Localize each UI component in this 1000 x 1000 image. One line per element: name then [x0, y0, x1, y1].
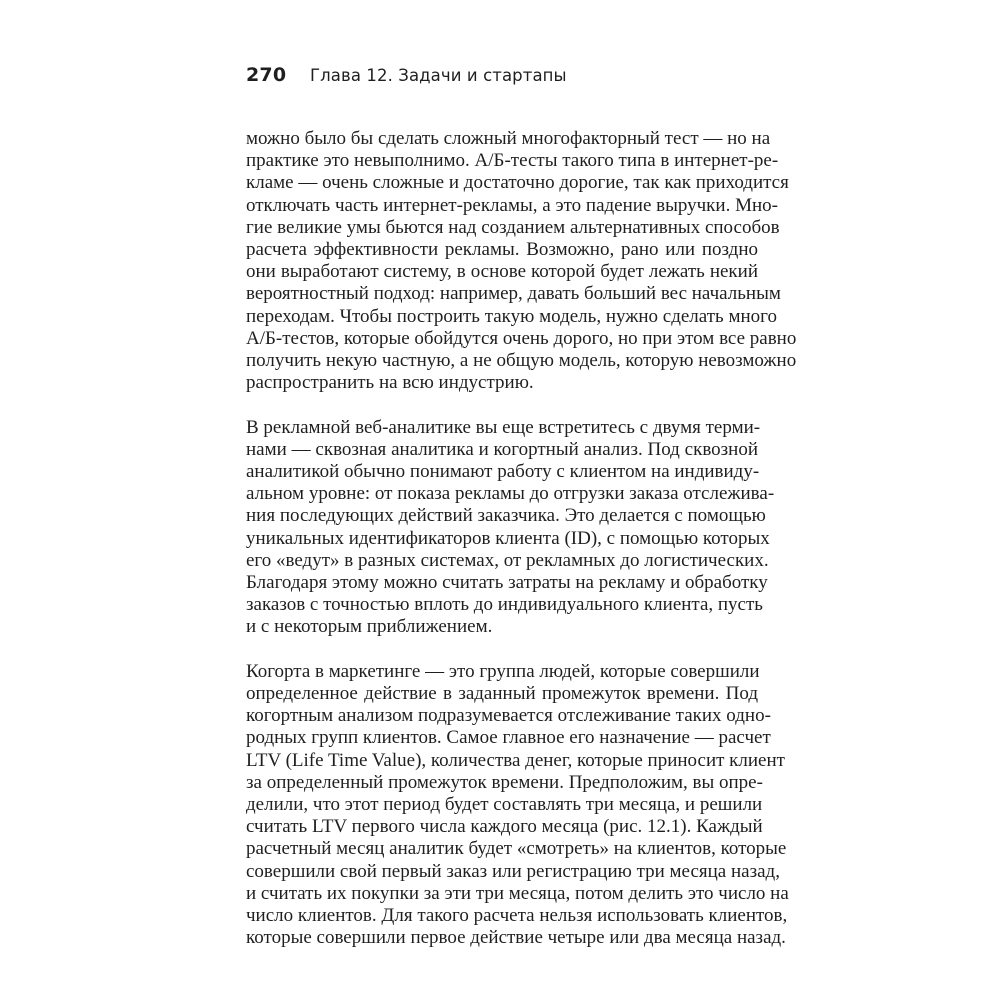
text-line: которые совершили первое действие четыре или два месяца назад.: [246, 927, 786, 949]
text-line: альном уровне: от показа рекламы до отгрузки заказа отслежива-: [246, 483, 775, 505]
paragraph: [246, 416, 775, 639]
text-line: уникальных идентификаторов клиента (ID), с помощью которых: [246, 527, 770, 549]
text-line: и считать их покупки за эти три месяца, потом делить это число на: [246, 882, 789, 904]
text-line: когортным анализом подразумевается отслеживание таких одно-: [246, 705, 771, 727]
text-line: можно было бы сделать сложный многофакторный тест — но на: [246, 128, 771, 149]
text-line: нами — сквозная аналитика и когортный анализ. Под сквозной: [246, 438, 758, 460]
text-line: А/Б-тестов, которые обойдутся очень дорого, но при этом все равно: [246, 327, 797, 349]
text-line: считать LTV первого числа каждого месяца (рис. 12.1). Каждый: [246, 816, 763, 838]
text-line: заказов с точностью вплоть до индивидуального клиента, пусть: [246, 594, 763, 616]
body-text: [246, 128, 797, 949]
text-line: аналитикой обычно понимают работу с клиентом на индивиду-: [246, 461, 760, 483]
text-line: переходам. Чтобы построить такую модель, нужно сделать много: [246, 305, 777, 327]
text-line: делили, что этот период будет составлять три месяца, и решили: [246, 794, 763, 816]
text-line: его «ведут» в разных системах, от рекламных до логистических.: [246, 549, 769, 571]
text-line: они выработают систему, в основе которой будет лежать некий: [246, 261, 758, 283]
text-line: отключать часть интернет-рекламы, а это падение выручки. Мно-: [246, 194, 778, 216]
paragraph: [246, 660, 789, 950]
text-line: ния последующих действий заказчика. Это делается с помощью: [246, 505, 766, 527]
text-line: практике это невыполнимо. А/Б-тесты такого типа в интернет-ре-: [246, 150, 779, 172]
text-line: родных групп клиентов. Самое главное его назначение — расчет: [246, 727, 771, 749]
text-line: за определенный промежуток времени. Предположим, вы опре-: [246, 771, 763, 793]
paragraph: [246, 128, 797, 394]
text-line: LTV (Life Time Value), количества денег, которые приносит клиент: [246, 749, 785, 771]
text-line: кламе — очень сложные и достаточно дорогие, так как приходится: [246, 172, 789, 194]
text-line: распространить на всю индустрию.: [246, 372, 534, 394]
running-head: [246, 64, 766, 94]
page-number: 270: [246, 64, 287, 86]
text-line: Благодаря этому можно считать затраты на рекламу и обработку: [246, 572, 768, 594]
text-line: вероятностный подход: например, давать больший вес начальным: [246, 283, 781, 305]
text-line: совершили свой первый заказ или регистрацию три месяца назад,: [246, 860, 780, 882]
text-line: В рекламной веб-аналитике вы еще встретитесь с двумя терми-: [246, 416, 761, 438]
text-line: число клиентов. Для такого расчета нельзя использовать клиентов,: [246, 905, 788, 927]
text-line: и с некоторым приближением.: [246, 616, 493, 638]
text-line: гие великие умы бьются над созданием альтернативных способов: [246, 216, 780, 238]
text-line: получить некую частную, а не общую модель, которую невозможно: [246, 350, 797, 372]
text-line: расчетный месяц аналитик будет «смотреть» на клиентов, которые: [246, 838, 787, 860]
text-line: расчета эффективности рекламы. Возможно, рано или поздно: [246, 239, 758, 261]
chapter-title: Глава 12. Задачи и стартапы: [310, 66, 567, 85]
text-line: Когорта в маркетинге — это группа людей, которые совершили: [246, 660, 760, 682]
text-line: определенное действие в заданный промежуток времени. Под: [246, 683, 758, 705]
